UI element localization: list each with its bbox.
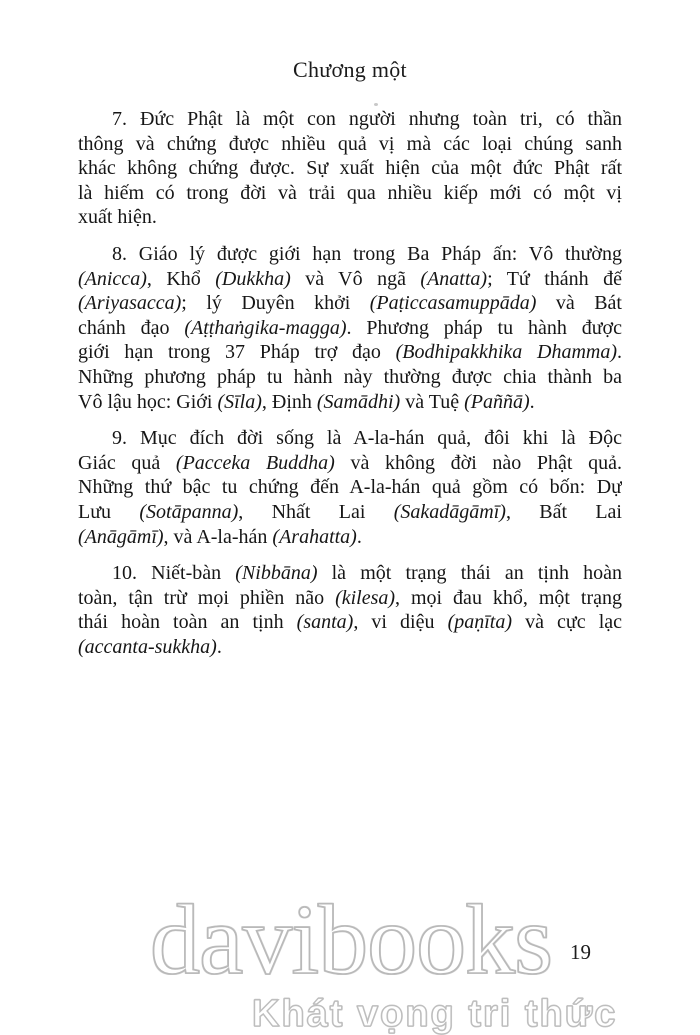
text-line: là hiếm có trong đời và trải qua nhiều kiếp mới có một vị	[78, 181, 622, 204]
watermark-brand: davibooks	[150, 884, 553, 995]
text-line: Vô lậu học: Giới (Sīla), Định (Samādhi) và Tuệ (Paññā).	[78, 390, 535, 413]
text-line: 10. Niết-bàn (Nibbāna) là một trạng thái an tịnh hoàn	[112, 562, 622, 585]
paragraph	[78, 242, 622, 414]
text-line: Giác quả (Pacceka Buddha) và không đời nào Phật quả.	[78, 451, 622, 474]
paragraph	[78, 107, 622, 230]
text-block	[78, 107, 622, 671]
chapter-title: Chương một	[293, 57, 407, 82]
text-line: 8. Giáo lý được giới hạn trong Ba Pháp ấn: Vô thường	[112, 242, 622, 265]
text-line: giới hạn trong 37 Pháp trợ đạo (Bodhipakkhika Dhamma).	[78, 341, 622, 364]
text-line: toàn, tận trừ mọi phiền não (kilesa), mọi đau khổ, một trạng	[78, 586, 622, 609]
text-line: Những phương pháp tu hành này thường được chia thành ba	[78, 365, 622, 388]
text-line: Những thứ bậc tu chứng đến A-la-hán quả gồm có bốn: Dự	[78, 476, 622, 499]
text-line: thông và chứng được nhiều quả vị mà các loại chúng sanh	[78, 132, 622, 155]
text-line: Lưu (Sotāpanna), Nhất Lai (Sakadāgāmī), Bất Lai	[78, 500, 622, 523]
text-line: (Anicca), Khổ (Dukkha) và Vô ngã (Anatta); Tứ thánh đế	[78, 267, 622, 290]
paragraph	[78, 561, 622, 659]
text-line: 7. Đức Phật là một con người nhưng toàn tri, có thần	[112, 108, 622, 130]
text-line: (Anāgāmī), và A-la-hán (Arahatta).	[78, 525, 362, 548]
scan-ink-speck	[374, 103, 378, 106]
watermark-tagline: Khát vọng tri thức	[252, 993, 618, 1035]
text-line: khác không chứng được. Sự xuất hiện của một đức Phật rất	[78, 157, 622, 180]
text-line: 9. Mục đích đời sống là A-la-hán quả, đôi khi là Độc	[112, 427, 622, 450]
text-line: chánh đạo (Aṭṭhaṅgika-magga). Phương pháp tu hành được	[78, 316, 622, 339]
page-number: 19	[570, 940, 591, 964]
text-line: (Ariyasacca); lý Duyên khởi (Paṭiccasamuppāda) và Bát	[78, 292, 622, 315]
text-line: xuất hiện.	[78, 206, 157, 229]
text-line: thái hoàn toàn an tịnh (santa), vi diệu (paṇīta) và cực lạc	[78, 611, 622, 634]
text-line: (accanta-sukkha).	[78, 635, 222, 658]
paragraph	[78, 426, 622, 549]
